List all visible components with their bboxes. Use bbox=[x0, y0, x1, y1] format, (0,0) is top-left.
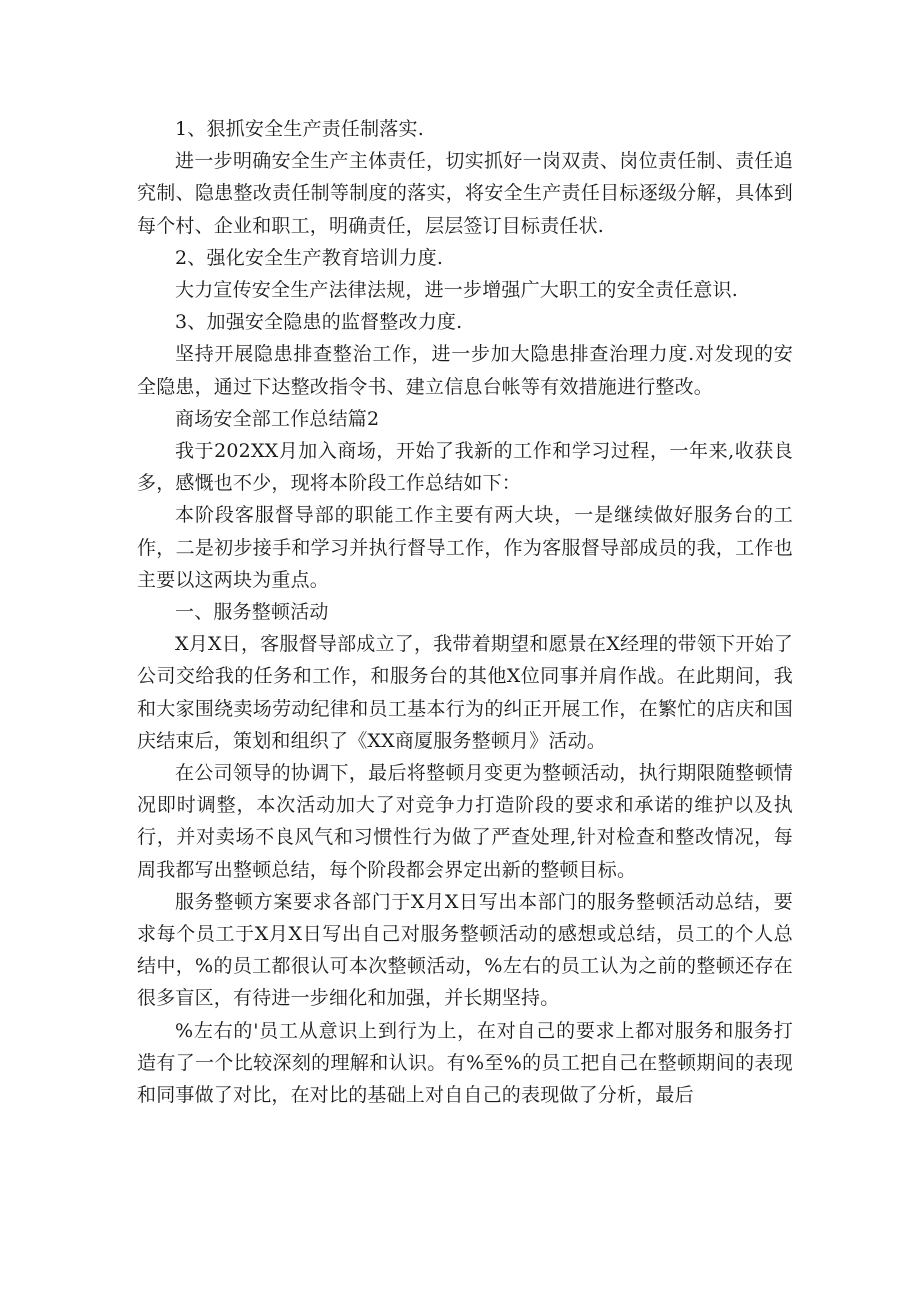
paragraph-14: %左右的'员工从意识上到行为上，在对自己的要求上都对服务和服务打造有了一个比较深刻的理解和认识。有%至%的员工把自己在整顿期间的表现和同事做了对比，在对比的基础上对自自己的表现做了分析，最后 bbox=[137, 1019, 793, 1107]
paragraph-11: X月X日，客服督导部成立了，我带着期望和愿景在X经理的带领下开始了公司交给我的任务和工作，和服务台的其他X位同事并肩作战。在此期间，我和大家围绕卖场劳动纪律和员工基本行为的纠正开展工作，在繁忙的店庆和国庆结束后，策划和组织了《XX商厦服务整顿月》活动。 bbox=[137, 633, 793, 752]
paragraph-13: 服务整顿方案要求各部门于X月X日写出本部门的服务整顿活动总结，要求每个员工于X月X日写出自己对服务整顿活动的感想或总结，员工的个人总结中，%的员工都很认可本次整顿活动，%左右的员工认为之前的整顿还存在很多盲区，有待进一步细化和加强，并长期坚持。 bbox=[137, 890, 793, 1010]
paragraph-2: 进一步明确安全生产主体责任，切实抓好一岗双责、岗位责任制、责任追究制、隐患整改责任制等制度的落实，将安全生产责任目标逐级分解，具体到每个村、企业和职工，明确责任，层层签订目标责任状. bbox=[137, 150, 793, 237]
paragraph-4: 大力宣传安全生产法律法规，进一步增强广大职工的安全责任意识. bbox=[175, 279, 739, 302]
paragraph-8: 我于202XX月加入商场，开始了我新的工作和学习过程，一年来,收获良多，感慨也不少，现将本阶段工作总结如下： bbox=[137, 440, 793, 495]
document-page bbox=[137, 113, 793, 1111]
paragraph-12: 在公司领导的协调下，最后将整顿月变更为整顿活动，执行期限随整顿情况即时调整，本次活动加大了对竞争力打造阶段的要求和承诺的维护以及执行，并对卖场不良风气和习惯性行为做了严查处理,针对检查和整改情况，每周我都写出整顿总结，每个阶段都会界定出新的整顿目标。 bbox=[137, 762, 793, 881]
paragraph-9: 本阶段客服督导部的职能工作主要有两大块，一是继续做好服务台的工作，二是初步接手和学习并执行督导工作，作为客服督导部成员的我，工作也主要以这两块为重点。 bbox=[137, 504, 793, 591]
paragraph-6: 坚持开展隐患排查整治工作，进一步加大隐患排查治理力度.对发现的安全隐患，通过下达整改指令书、建立信息台帐等有效措施进行整改。 bbox=[137, 343, 793, 398]
paragraph-3: 2、强化安全生产教育培训力度. bbox=[175, 246, 444, 269]
subheading: 一、服务整顿活动 bbox=[175, 601, 329, 624]
paragraph-1: 1、狠抓安全生产责任制落实. bbox=[175, 118, 424, 140]
section-heading: 商场安全部工作总结篇2 bbox=[175, 407, 380, 430]
paragraph-5: 3、加强安全隐患的监督整改力度. bbox=[175, 311, 463, 334]
